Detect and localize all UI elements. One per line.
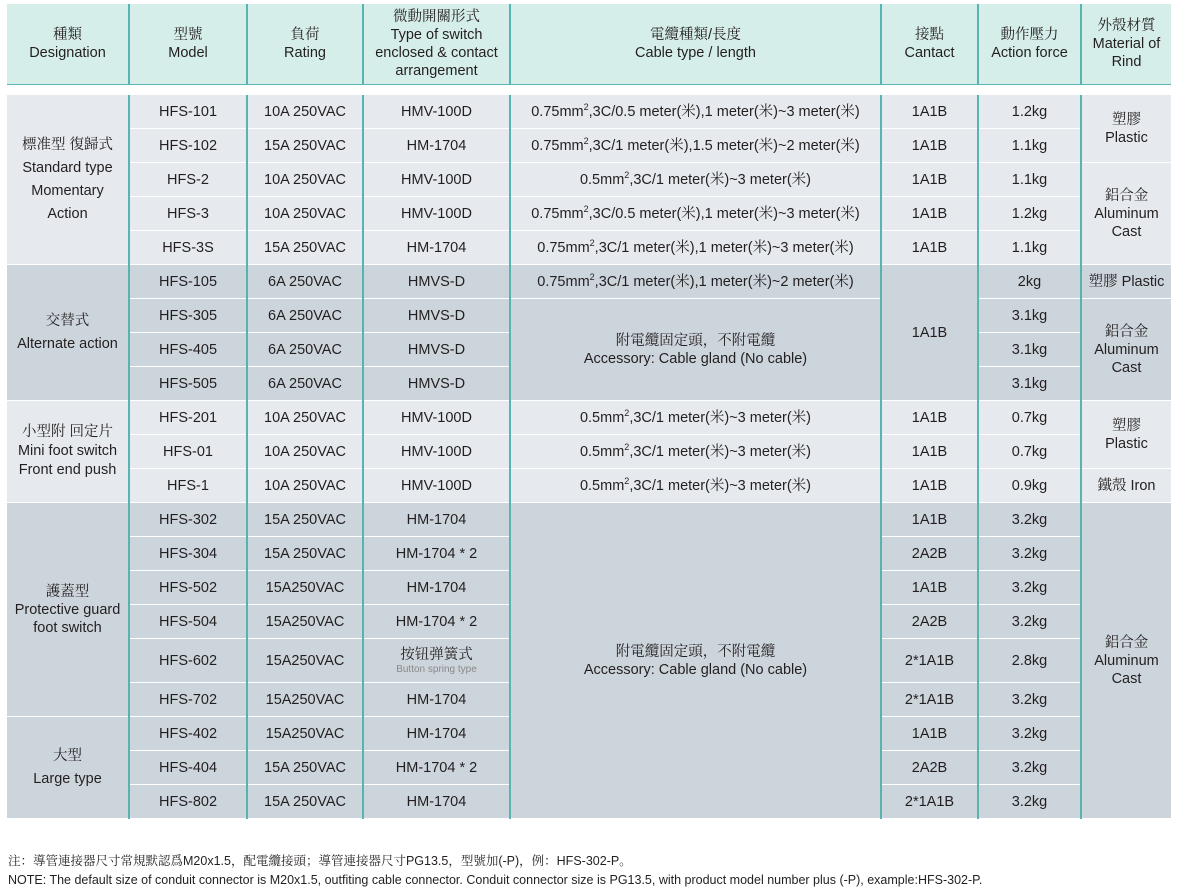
notes	[8, 852, 982, 890]
model-cell: HFS-201	[129, 401, 247, 435]
rating-cell: 15A250VAC	[247, 639, 363, 683]
contact-cell: 2A2B	[881, 537, 978, 571]
force-cell: 1.1kg	[978, 163, 1081, 197]
table-row	[7, 299, 1171, 333]
group-alternate: 交替式 Alternate action	[7, 265, 129, 401]
note-en: NOTE: The default size of conduit connector is M20x1.5, outfiting cable connector. Conduit connector size is PG13.5, with product model number plus (-P), example:HFS-302-P.	[8, 873, 983, 887]
force-cell: 3.2kg	[978, 537, 1081, 571]
model-cell: HFS-302	[129, 503, 247, 537]
group-standard: 標准型 復歸式 Standard type Momentary Action	[7, 95, 129, 265]
rating-cell: 10A 250VAC	[247, 469, 363, 503]
force-cell: 3.2kg	[978, 717, 1081, 751]
force-cell: 3.2kg	[978, 605, 1081, 639]
switch-cell: HMVS-D	[363, 333, 510, 367]
rating-cell: 6A 250VAC	[247, 265, 363, 299]
switch-cell: HMV-100D	[363, 197, 510, 231]
rating-cell: 15A250VAC	[247, 605, 363, 639]
material-cell: 鋁合金 Aluminum Cast	[1081, 503, 1171, 819]
switch-cell: HM-1704	[363, 683, 510, 717]
model-cell: HFS-402	[129, 717, 247, 751]
contact-cell: 2*1A1B	[881, 683, 978, 717]
force-cell: 3.2kg	[978, 751, 1081, 785]
model-cell: HFS-504	[129, 605, 247, 639]
table-row	[7, 469, 1171, 503]
header-rating: 負荷 Rating	[247, 4, 363, 85]
model-cell: HFS-405	[129, 333, 247, 367]
table-row	[7, 95, 1171, 129]
cable-cell: $0.75mm^2,3C/0.5$ meter(米),1 meter(米)~3 meter(米)	[510, 95, 881, 129]
model-cell: HFS-3	[129, 197, 247, 231]
model-cell: HFS-01	[129, 435, 247, 469]
header-action-force: 動作壓力 Action force	[978, 4, 1081, 85]
rating-cell: 10A 250VAC	[247, 401, 363, 435]
model-cell: HFS-3S	[129, 231, 247, 265]
switch-cell: HMV-100D	[363, 469, 510, 503]
rating-cell: 15A250VAC	[247, 683, 363, 717]
rating-cell: 15A250VAC	[247, 717, 363, 751]
force-cell: 1.2kg	[978, 197, 1081, 231]
contact-cell: 1A1B	[881, 197, 978, 231]
model-cell: HFS-404	[129, 751, 247, 785]
table-row	[7, 231, 1171, 265]
switch-cell: HMVS-D	[363, 265, 510, 299]
switch-cell: 按钮弹簧式 Button spring type	[363, 639, 510, 683]
contact-cell: 1A1B	[881, 129, 978, 163]
material-cell: 鐵殼 Iron	[1081, 469, 1171, 503]
material-cell: 鋁合金 Aluminum Cast	[1081, 163, 1171, 265]
model-cell: HFS-502	[129, 571, 247, 605]
header-cable: 電纜種類/長度 Cable type / length	[510, 4, 881, 85]
force-cell: 1.2kg	[978, 95, 1081, 129]
material-cell: 塑膠 Plastic	[1081, 401, 1171, 469]
contact-cell: 2A2B	[881, 605, 978, 639]
rating-cell: 10A 250VAC	[247, 95, 363, 129]
cable-cell: $0.75mm^2,3C/1$ meter(米),1 meter(米)~3 meter(米)	[510, 231, 881, 265]
contact-cell: 1A1B	[881, 401, 978, 435]
rating-cell: 6A 250VAC	[247, 367, 363, 401]
header-contact: 接點 Cantact	[881, 4, 978, 85]
force-cell: 3.2kg	[978, 503, 1081, 537]
switch-cell: HMV-100D	[363, 401, 510, 435]
contact-cell: 1A1B	[881, 717, 978, 751]
header-designation: 種類 Designation	[7, 4, 129, 85]
table-row	[7, 129, 1171, 163]
force-cell: 1.1kg	[978, 231, 1081, 265]
model-cell: HFS-102	[129, 129, 247, 163]
contact-cell: 2*1A1B	[881, 785, 978, 819]
force-cell: 2kg	[978, 265, 1081, 299]
contact-cell: 2*1A1B	[881, 639, 978, 683]
cable-cell: $0.75mm^2,3C/1$ meter(米),1.5 meter(米)~2 meter(米)	[510, 129, 881, 163]
switch-cell: HM-1704	[363, 785, 510, 819]
material-cell: 鋁合金 Aluminum Cast	[1081, 299, 1171, 401]
force-cell: 1.1kg	[978, 129, 1081, 163]
rating-cell: 15A 250VAC	[247, 503, 363, 537]
rating-cell: 15A 250VAC	[247, 231, 363, 265]
spec-table	[7, 4, 1171, 819]
model-cell: HFS-305	[129, 299, 247, 333]
model-cell: HFS-1	[129, 469, 247, 503]
table-row	[7, 435, 1171, 469]
contact-cell: 1A1B	[881, 95, 978, 129]
cable-cell: $0.5mm^2,3C/1$ meter(米)~3 meter(米)	[510, 163, 881, 197]
header-switch-type: 微動開關形式 Type of switch enclosed & contact arrangement	[363, 4, 510, 85]
force-cell: 0.9kg	[978, 469, 1081, 503]
force-cell: 0.7kg	[978, 435, 1081, 469]
table-row	[7, 503, 1171, 537]
contact-cell: 1A1B	[881, 231, 978, 265]
model-cell: HFS-101	[129, 95, 247, 129]
force-cell: 0.7kg	[978, 401, 1081, 435]
cable-cell: $0.5mm^2,3C/1$ meter(米)~3 meter(米)	[510, 435, 881, 469]
rating-cell: 15A 250VAC	[247, 785, 363, 819]
switch-cell: HM-1704	[363, 231, 510, 265]
table-row	[7, 163, 1171, 197]
rating-cell: 10A 250VAC	[247, 197, 363, 231]
switch-cell: HMV-100D	[363, 435, 510, 469]
force-cell: 3.1kg	[978, 299, 1081, 333]
cable-gland-cell: 附電纜固定頭，不附電纜 Accessory: Cable gland (No cable)	[510, 503, 881, 819]
force-cell: 2.8kg	[978, 639, 1081, 683]
switch-cell: HMV-100D	[363, 95, 510, 129]
switch-cell: HM-1704 * 2	[363, 537, 510, 571]
rating-cell: 15A 250VAC	[247, 129, 363, 163]
contact-cell: 2A2B	[881, 751, 978, 785]
model-cell: HFS-802	[129, 785, 247, 819]
model-cell: HFS-304	[129, 537, 247, 571]
cable-gland-cell: 附電纜固定頭，不附電纜 Accessory: Cable gland (No cable)	[510, 299, 881, 401]
table-row	[7, 265, 1171, 299]
header-model: 型號 Model	[129, 4, 247, 85]
group-mini: 小型附 回定片 Mini foot switch Front end push	[7, 401, 129, 503]
switch-cell: HM-1704	[363, 571, 510, 605]
force-cell: 3.2kg	[978, 683, 1081, 717]
model-cell: HFS-105	[129, 265, 247, 299]
switch-cell: HM-1704 * 2	[363, 605, 510, 639]
switch-cell: HMV-100D	[363, 163, 510, 197]
model-cell: HFS-2	[129, 163, 247, 197]
rating-cell: 10A 250VAC	[247, 435, 363, 469]
force-cell: 3.2kg	[978, 785, 1081, 819]
contact-cell: 1A1B	[881, 571, 978, 605]
force-cell: 3.2kg	[978, 571, 1081, 605]
force-cell: 3.1kg	[978, 333, 1081, 367]
rating-cell: 15A 250VAC	[247, 751, 363, 785]
model-cell: HFS-505	[129, 367, 247, 401]
switch-cell: HMVS-D	[363, 299, 510, 333]
contact-cell: 1A1B	[881, 163, 978, 197]
contact-cell: 1A1B	[881, 469, 978, 503]
rating-cell: 15A 250VAC	[247, 537, 363, 571]
contact-cell: 1A1B	[881, 435, 978, 469]
model-cell: HFS-702	[129, 683, 247, 717]
switch-cell: HM-1704	[363, 717, 510, 751]
header-row	[7, 4, 1171, 85]
group-large: 大型 Large type	[7, 717, 129, 819]
switch-cell: HM-1704 * 2	[363, 751, 510, 785]
model-cell: HFS-602	[129, 639, 247, 683]
rating-cell: 15A250VAC	[247, 571, 363, 605]
cable-cell: $0.75mm^2,3C/1$ meter(米),1 meter(米)~2 meter(米)	[510, 265, 881, 299]
cable-cell: $0.5mm^2,3C/1$ meter(米)~3 meter(米)	[510, 401, 881, 435]
rating-cell: 6A 250VAC	[247, 333, 363, 367]
switch-cell: HMVS-D	[363, 367, 510, 401]
material-cell: 塑膠 Plastic	[1081, 95, 1171, 163]
contact-cell: 1A1B	[881, 503, 978, 537]
header-material: 外殼材質 Material of Rind	[1081, 4, 1171, 85]
switch-cell: HM-1704	[363, 129, 510, 163]
material-cell: 塑膠 Plastic	[1081, 265, 1171, 299]
cable-cell: $0.75mm^2,3C/0.5$ meter(米),1 meter(米)~3 meter(米)	[510, 197, 881, 231]
note-cn: 注：導管連接器尺寸常規默認爲M20x1.5，配電纜接頭；導管連接器尺寸PG13.5，型號加(-P)，例：HFS-302-P。	[8, 854, 632, 868]
switch-cell: HM-1704	[363, 503, 510, 537]
rating-cell: 10A 250VAC	[247, 163, 363, 197]
rating-cell: 6A 250VAC	[247, 299, 363, 333]
table-row	[7, 401, 1171, 435]
cable-cell: $0.5mm^2,3C/1$ meter(米)~3 meter(米)	[510, 469, 881, 503]
force-cell: 3.1kg	[978, 367, 1081, 401]
group-guard: 護蓋型 Protective guard foot switch	[7, 503, 129, 717]
contact-cell: 1A1B	[881, 265, 978, 401]
table-row	[7, 197, 1171, 231]
